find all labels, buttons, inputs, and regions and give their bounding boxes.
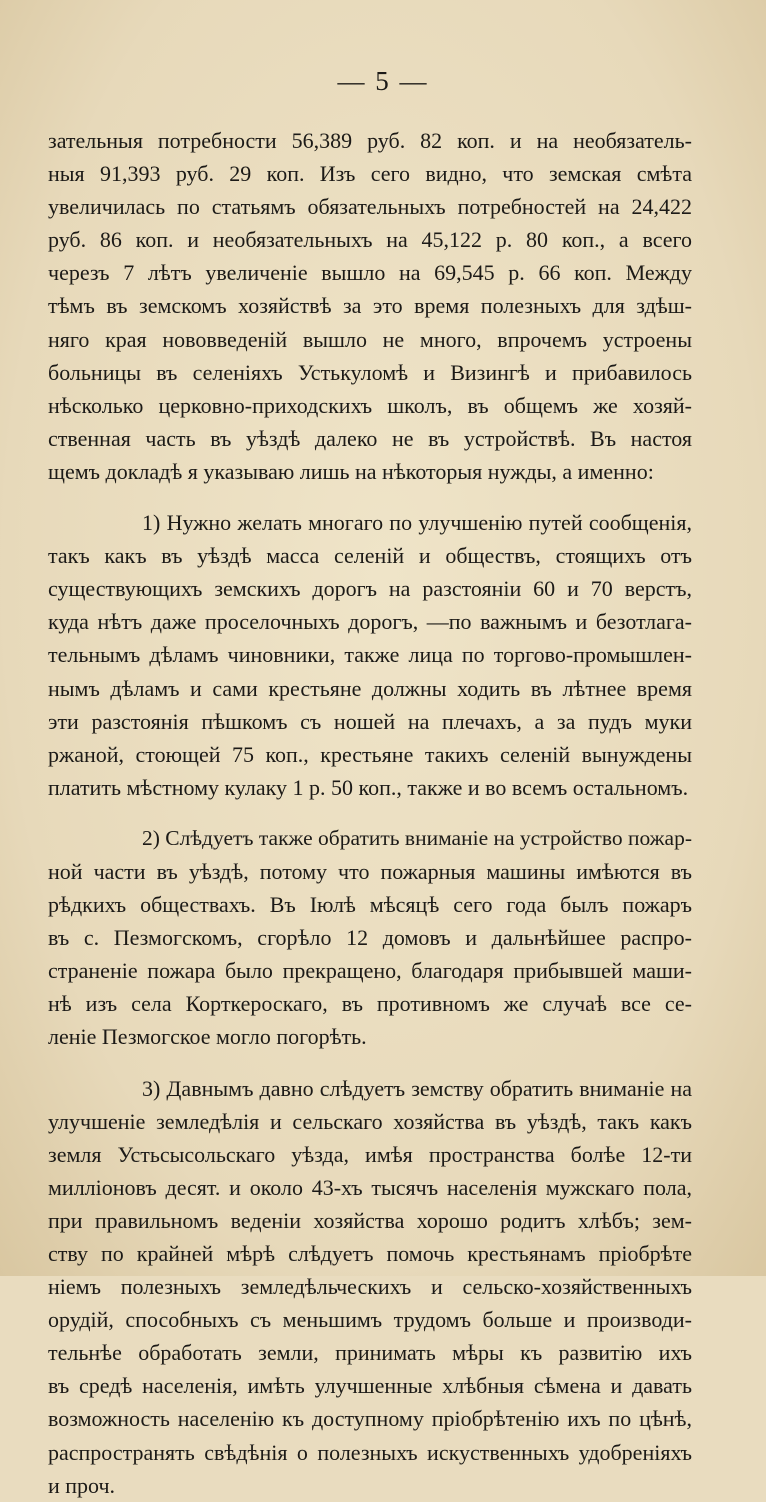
text-line: тѣмъ въ земскомъ хозяйствѣ за это время полезныхъ для здѣш-: [48, 293, 692, 319]
body-text: [48, 124, 692, 1502]
text-line: 2) Слѣдуетъ также обратить вниманіе на устройство пожар-: [142, 825, 692, 850]
text-line: милліоновъ десят. и около 43-хъ тысячъ населенія мужскаго пола,: [48, 1174, 692, 1200]
paragraph: [48, 124, 692, 488]
text-line: эти разстоянія пѣшкомъ съ ношей на плечахъ, а за пудъ муки: [48, 708, 692, 734]
text-line: куда нѣтъ даже проселочныхъ дорогъ, —по важнымъ и безотлага-: [48, 609, 692, 635]
text-line: тельнѣе обработать земли, принимать мѣры къ развитію ихъ: [48, 1340, 692, 1366]
text-line: нымъ дѣламъ и сами крестьяне должны ходить въ лѣтнее время: [48, 675, 692, 701]
text-line: рѣдкихъ обществахъ. Въ Іюлѣ мѣсяцѣ сего года былъ пожаръ: [48, 892, 692, 918]
text-line: страненіе пожара было прекращено, благодаря прибывшей маши-: [48, 958, 692, 984]
text-line: ственная часть въ уѣздѣ далеко не въ устройствѣ. Въ настоя: [48, 425, 692, 451]
text-line: нѣ изъ села Корткероскаго, въ противномъ же случаѣ все се-: [48, 991, 692, 1017]
text-line: зательныя потребности 56,389 руб. 82 коп. и на необязатель-: [48, 128, 692, 153]
text-line: платить мѣстному кулаку 1 р. 50 коп., также и во всемъ остальномъ.: [48, 774, 689, 800]
text-line: земля Устьсысольскаго уѣзда, имѣя пространства болѣе 12-ти: [48, 1141, 692, 1167]
text-line: 3) Давнымъ давно слѣдуетъ земству обратить вниманіе на: [142, 1075, 692, 1101]
text-line: руб. 86 коп. и необязательныхъ на 45,122 р. 80 коп., а всего: [48, 227, 692, 253]
paragraph: [48, 822, 692, 1054]
text-line: въ с. Пезмогскомъ, сгорѣло 12 домовъ и дальнѣйшее распро-: [48, 925, 692, 951]
text-line: въ средѣ населенія, имѣть улучшенные хлѣбныя сѣмена и давать: [48, 1373, 692, 1399]
text-line: ной части въ уѣздѣ, потому что пожарныя машины имѣются въ: [48, 858, 692, 884]
paragraph: [48, 1072, 692, 1502]
text-line: при правильномъ веденіи хозяйства хорошо родитъ хлѣбъ; зем-: [48, 1207, 692, 1233]
text-line: распространять свѣдѣнія о полезныхъ искуственныхъ удобреніяхъ: [48, 1439, 692, 1465]
text-line: нѣсколько церковно-приходскихъ школъ, въ общемъ же хозяй-: [48, 392, 692, 418]
text-line: тельнымъ дѣламъ чиновники, также лица по торгово-промышлен-: [48, 642, 692, 668]
text-line: увеличилась по статьямъ обязательныхъ потребностей на 24,422: [48, 194, 692, 220]
text-line: няго края нововведеній вышло не много, впрочемъ устроены: [48, 326, 692, 352]
text-line: леніе Пезмогское могло погорѣть.: [48, 1024, 367, 1050]
text-line: возможность населенію къ доступному пріобрѣтенію ихъ по цѣнѣ,: [48, 1406, 692, 1432]
text-line: и проч.: [48, 1472, 116, 1498]
page-number: — 5 —: [337, 66, 429, 96]
text-line: больницы въ селеніяхъ Устькуломѣ и Визингѣ и прибавилось: [48, 359, 692, 385]
text-line: ству по крайней мѣрѣ слѣдуетъ помочь крестьянамъ пріобрѣте: [48, 1241, 692, 1266]
text-line: ныя 91,393 руб. 29 коп. Изъ сего видно, что земская смѣта: [48, 161, 692, 187]
text-line: существующихъ земскихъ дорогъ на разстояніи 60 и 70 верстъ,: [48, 576, 692, 602]
text-line: такъ какъ въ уѣздѣ масса селеній и обществъ, стоящихъ отъ: [48, 543, 692, 569]
text-line: ржаной, стоющей 75 коп., крестьяне такихъ селеній вынуждены: [48, 741, 692, 767]
text-line: орудій, способныхъ съ меньшимъ трудомъ больше и производи-: [48, 1307, 692, 1333]
text-line: черезъ 7 лѣтъ увеличеніе вышло на 69,545 р. 66 коп. Между: [48, 260, 692, 286]
text-line: щемъ докладѣ я указываю лишь на нѣкоторыя нужды, а именно:: [48, 458, 654, 484]
text-line: улучшеніе земледѣлія и сельскаго хозяйства въ уѣздѣ, такъ какъ: [48, 1108, 692, 1134]
paragraph: [48, 506, 692, 804]
text-line: ніемъ полезныхъ земледѣльческихъ и сельско-хозяйственныхъ: [48, 1274, 692, 1300]
text-line: 1) Нужно желать многаго по улучшенію путей сообщенія,: [142, 510, 692, 536]
